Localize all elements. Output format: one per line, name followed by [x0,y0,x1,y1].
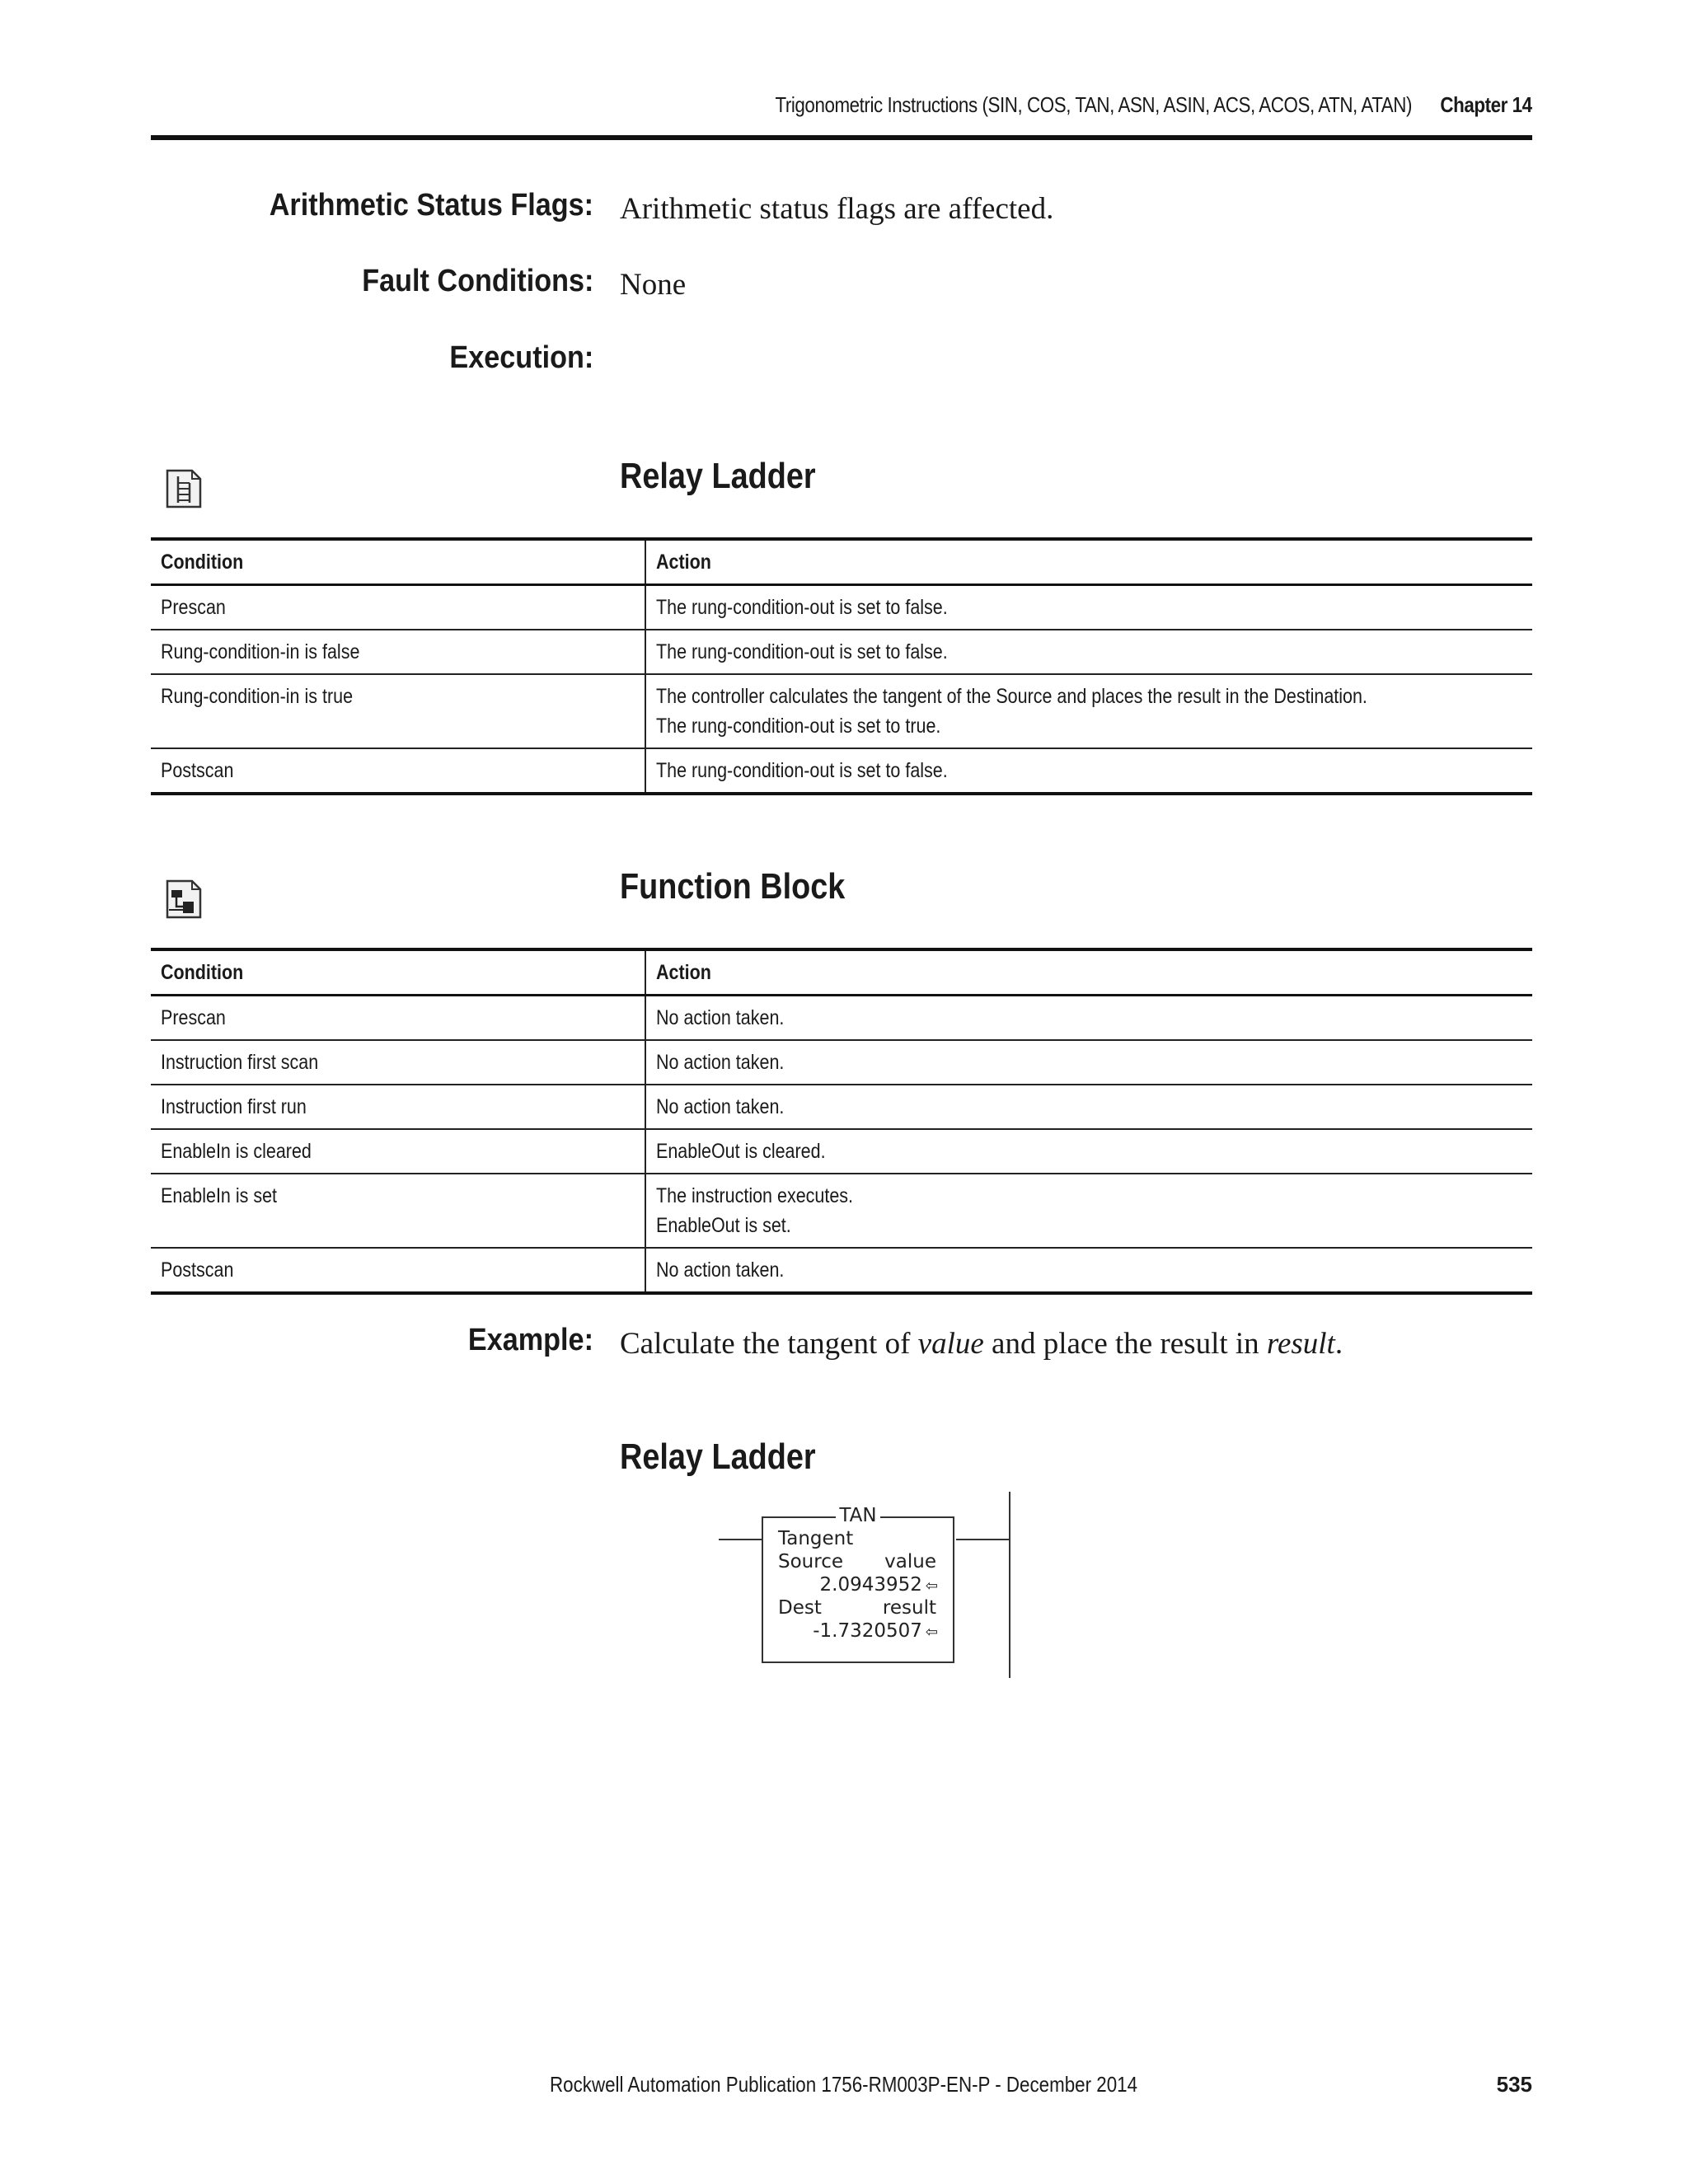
fault-conditions-label: Fault Conditions: [361,264,593,298]
example-var-value: value [917,1327,984,1361]
example-var-result: result [1266,1327,1335,1361]
ladder-input-wire [719,1539,762,1540]
instruction-mnemonic: TAN [836,1505,879,1526]
dest-label: Dest [778,1597,822,1619]
condition-cell: Rung-condition-in is true [151,674,645,748]
action-cell: The rung-condition-out is set to false. [645,748,1532,794]
source-value: 2.0943952 ⇦ [819,1574,938,1596]
arithmetic-flags-value: Arithmetic status flags are affected. [620,192,1054,226]
table-row [151,1040,1532,1085]
condition-cell: Rung-condition-in is false [151,630,645,674]
table-row [151,630,1532,674]
tan-instruction-block[interactable] [762,1505,954,1663]
column-header-action: Action [645,539,1532,585]
action-cell: The rung-condition-out is set to false. [645,630,1532,674]
example-label: Example: [467,1323,593,1357]
table-header-row [151,539,1532,585]
action-cell: No action taken. [645,996,1532,1041]
ladder-diagram [709,1492,1039,1681]
dest-tag[interactable]: result [882,1597,936,1619]
table-row [151,1085,1532,1129]
column-header-condition: Condition [151,539,645,585]
ladder-right-rail [1009,1492,1010,1678]
header-title: Trigonometric Instructions (SIN, COS, TAN, ASN, ASIN, ACS, ACOS, ATN, ATAN) [775,92,1413,117]
publication-footer: Rockwell Automation Publication 1756-RM003P-EN-P - December 2014 [550,2072,1138,2097]
header-text [776,92,1532,118]
ladder-diagram-icon [165,468,203,509]
condition-cell: Postscan [151,748,645,794]
action-cell: No action taken. [645,1085,1532,1129]
table-row [151,1248,1532,1293]
fault-conditions-value: None [620,268,687,302]
condition-cell: EnableIn is set [151,1174,645,1248]
source-label: Source [778,1551,843,1572]
table-row [151,1174,1532,1248]
arrow-left-icon: ⇦ [925,1624,938,1641]
action-cell: EnableOut is cleared. [645,1129,1532,1174]
page-number: 535 [1496,2072,1532,2097]
condition-cell: Prescan [151,585,645,630]
condition-cell: Prescan [151,996,645,1041]
table-header-row [151,949,1532,996]
table-row [151,674,1532,748]
table-row [151,585,1532,630]
example-relay-ladder-heading: Relay Ladder [620,1436,816,1477]
condition-cell: Postscan [151,1248,645,1293]
table-row [151,996,1532,1041]
dest-value: -1.7320507 ⇦ [813,1620,938,1642]
action-cell: The instruction executes. EnableOut is set. [645,1174,1532,1248]
action-cell: The rung-condition-out is set to false. [645,585,1532,630]
relay-ladder-heading: Relay Ladder [620,456,816,496]
chapter-label: Chapter 14 [1440,92,1532,117]
action-cell: No action taken. [645,1040,1532,1085]
column-header-action: Action [645,949,1532,996]
action-cell: The controller calculates the tangent of the Source and places the result in the Destination. The rung-condition-out is set to true. [645,674,1532,748]
table-row [151,1129,1532,1174]
function-block-icon [165,879,203,920]
condition-cell: Instruction first scan [151,1040,645,1085]
column-header-condition: Condition [151,949,645,996]
condition-cell: EnableIn is cleared [151,1129,645,1174]
source-tag[interactable]: value [884,1551,936,1572]
relay-ladder-table [151,537,1532,795]
arrow-left-icon: ⇦ [925,1577,938,1595]
arithmetic-flags-label: Arithmetic Status Flags: [269,188,593,223]
example-text: Calculate the tangent of value and place the result in result. [620,1327,1343,1361]
condition-cell: Instruction first run [151,1085,645,1129]
page-header [151,92,1532,140]
instruction-name: Tangent [778,1528,854,1549]
execution-label: Execution: [449,340,593,375]
function-block-heading: Function Block [620,866,846,907]
action-cell: No action taken. [645,1248,1532,1293]
ladder-output-wire [956,1539,1009,1540]
table-row [151,748,1532,794]
function-block-table [151,948,1532,1295]
